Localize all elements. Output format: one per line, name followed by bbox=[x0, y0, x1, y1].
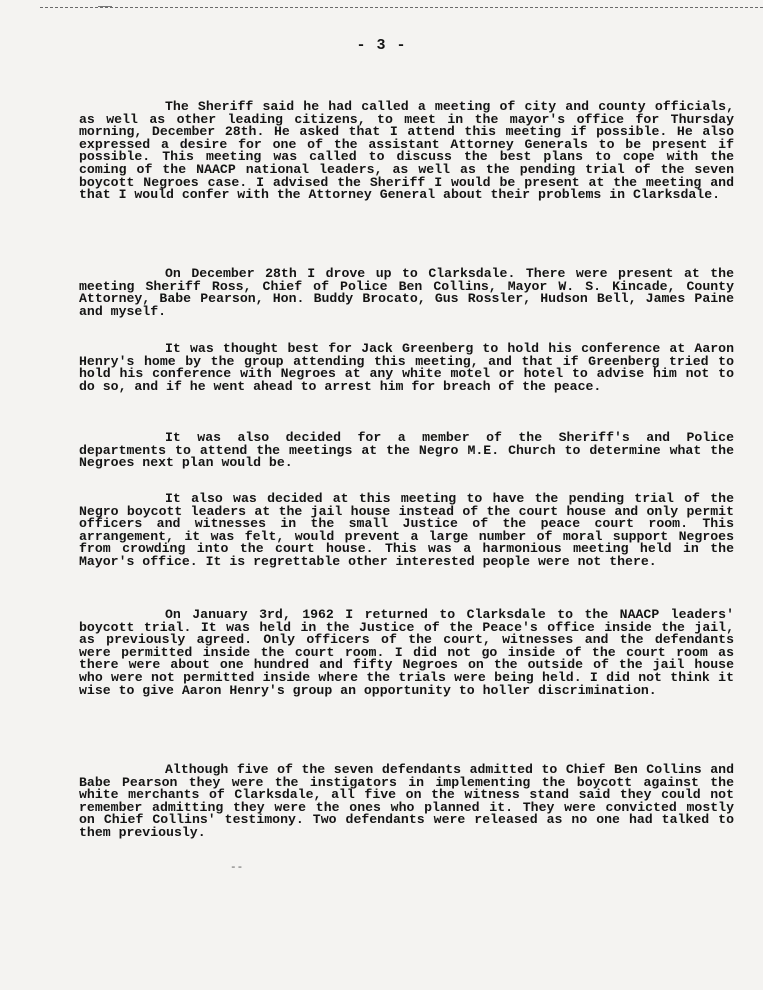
paragraph-boycott-trial: On January 3rd, 1962 I returned to Clarksdale to the NAACP leaders' boycott trial. It was held in the Justice of the Peace's office inside the jail, as previously agreed. Only officers of the court, witnesses and the defendants were permitted inside the court room. I did not go inside of the court room as there were about one hundred and fifty Negroes on the outside of the jail house who were not permitted inside where the trials were being held. I did not think it wise to give Aaron Henry's group an opportunity to holler discrimination. bbox=[79, 607, 734, 698]
top-edge-mark bbox=[98, 0, 112, 7]
page-number: - 3 - bbox=[356, 37, 407, 54]
paragraph-trial-location: It also was decided at this meeting to have the pending trial of the Negro boycott leaders at the jail house instead of the court house and only permit officers and witnesses in the small Justice of the peace court room. This arrangement, it was felt, would prevent a large number of moral support Negroes from crowding into the court house. This was a harmonious meeting held in the Mayor's office. It is regrettable other interested people were not there. bbox=[79, 491, 734, 569]
paragraph-meeting-attendees: On December 28th I drove up to Clarksdale. There were present at the meeting Sheriff Ross, Chief of Police Ben Collins, Mayor W. S. Kincade, County Attorney, Babe Pearson, Hon. Buddy Brocato, Gus Rossler, Hudson Bell, James Paine and myself. bbox=[79, 266, 734, 319]
paragraph-church-meetings: It was also decided for a member of the Sheriff's and Police departments to attend the meetings at the Negro M.E. Church to determine what the Negroes next plan would be. bbox=[79, 430, 734, 471]
paragraph-greenberg-conference: It was thought best for Jack Greenberg to hold his conference at Aaron Henry's home by the group attending this meeting, and that if Greenberg tried to hold his conference with Negroes at any white motel or hotel to advise him not to do so, and if he went ahead to arrest him for breach of the peace. bbox=[79, 341, 734, 394]
paragraph-defendants: Although five of the seven defendants admitted to Chief Ben Collins and Babe Pearson they were the instigators in implementing the boycott against the white merchants of Clarksdale, all five on the witness stand said they could not remember admitting they were the ones who planned it. They were convicted mostly on Chief Collins' testimony. Two defendants were released as no one had talked to them previously. bbox=[79, 762, 734, 840]
trailing-mark: -- bbox=[230, 862, 244, 874]
paragraph-sheriff-meeting: The Sheriff said he had called a meeting of city and county officials, as well as other leading citizens, to meet in the mayor's office for Thursday morning, December 28th. He asked that I attend this meeting if possible. He also expressed a desire for one of the assistant Attorney Generals to be present if possible. This meeting was called to discuss the best plans to cope with the coming of the NAACP national leaders, as well as the pending trial of the seven boycott Negroes case. I advised the Sheriff I would be present at the meeting and that I would confer with the Attorney General about their problems in Clarksdale. bbox=[79, 99, 734, 203]
top-page-border bbox=[40, 7, 763, 8]
